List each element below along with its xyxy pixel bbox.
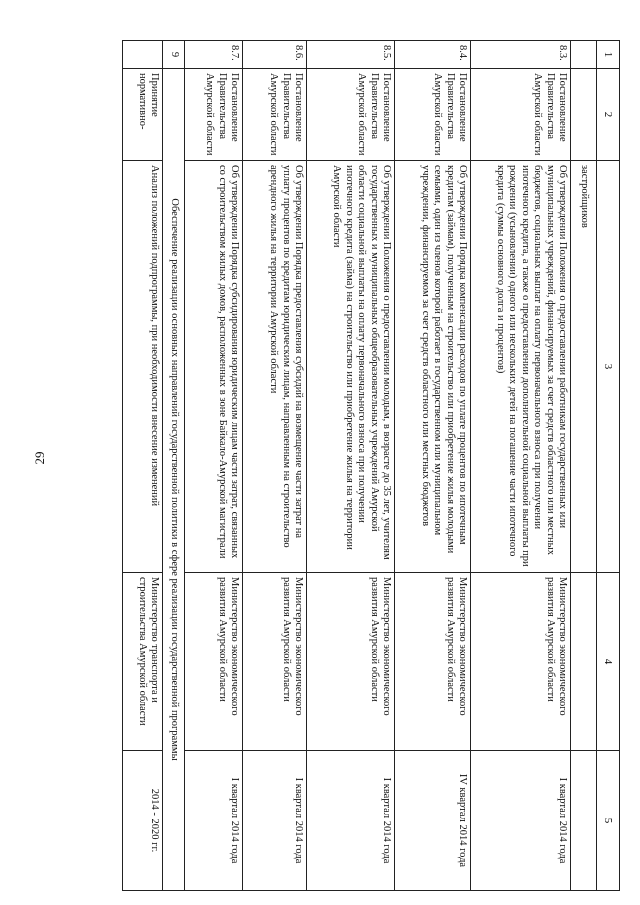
document-type: Постановление Правительства Амурской области [395,69,471,161]
column-number: 2 [597,69,620,161]
deadline: I квартал 2014 года [243,751,307,891]
deadline: 2014 - 2020 гг. [123,751,163,891]
executor: Министерство экономического развития Амурской области [243,573,307,751]
section-row [163,41,185,891]
table-row [123,41,163,891]
table-cell [571,573,597,751]
table-row [185,41,243,891]
rotated-page-content [100,40,620,890]
deadline: IV квартал 2014 года [395,751,471,891]
table-row [243,41,307,891]
table-cell [571,69,597,161]
row-number: 8.4. [395,41,471,69]
document-type: Постановление Правительства Амурской области [185,69,243,161]
deadline: I квартал 2014 года [307,751,395,891]
continuation-text: застройщиков [571,161,597,573]
deadline: I квартал 2014 года [185,751,243,891]
executor: Министерство экономического развития Амурской области [395,573,471,751]
deadline: I квартал 2014 года [471,751,571,891]
executor: Министерство экономического развития Амурской области [185,573,243,751]
executor: Министерство транспорта и строительства Амурской области [123,573,163,751]
executor: Министерство экономического развития Амурской области [471,573,571,751]
measure-title: Об утверждении Порядка предоставления субсидий на возмещение части затрат на уплату процентов по кредитам юридическим лицам, направленным на строительство арендного жилья на территории Амурской области [243,161,307,573]
measure-title: Об утверждении Порядка компенсации расходов по уплате процентов по ипотечным кредитам (займам), полученным на строительство или приобретение жилья молодыми семьями, один из членов которой работает в государственном или муниципальном учреждении, финансируемом за счет средств областного или местных бюджетов [395,161,471,573]
section-title: Обеспечение реализации основных направлений государственной политики в сфере реализации государственной программы [163,69,185,891]
document-type: Постановление Правительства Амурской области [471,69,571,161]
measure-title: Анализ положений подпрограммы, при необходимости внесение изменений [123,161,163,573]
column-number-row [597,41,620,891]
document-type: Постановление Правительства Амурской области [243,69,307,161]
executor: Министерство экономического развития Амурской области [307,573,395,751]
row-number: 8.7. [185,41,243,69]
measure-title: Об утверждении Положения о предоставлении работникам государственных или муниципальных учреждений, финансируемых за счет средств областного или местных бюджетов, социальных выплат на оплату первоначального взноса при получении ипотечного кредита, а также о предоставлении дополнительной социальной выплаты при рождении (усыновлении) одного или нескольких детей на погашение части ипотечного кредита (суммы основного долга и процентов) [471,161,571,573]
table-cell [571,41,597,69]
document-type: Постановление Правительства Амурской области [307,69,395,161]
table-row [471,41,571,891]
table-row [307,41,395,891]
row-number: 8.6. [243,41,307,69]
column-number: 5 [597,751,620,891]
measure-title: Об утверждении Положения о предоставлении молодым, в возрасте до 35 лет, учителям государственных и муниципальных общеобразовательных учреждений Амурской области социальной выплаты на оплату первоначального взноса при получении ипотечного кредита (займа) на строительство или приобретение жилья на территории Амурской области [307,161,395,573]
column-number: 4 [597,573,620,751]
table-cell [571,751,597,891]
section-number: 9 [163,41,185,69]
row-number [123,41,163,69]
document-type: Принятие нормативно- [123,69,163,161]
column-number: 1 [597,41,620,69]
table-row [395,41,471,891]
column-number: 3 [597,161,620,573]
page-number: 29 [32,451,47,465]
row-number: 8.3. [471,41,571,69]
measure-title: Об утверждении Порядка субсидирования юридическим лицам части затрат, связанных со строительством жилых домов, расположенных в зоне Байкало-Амурской магистрали [185,161,243,573]
continuation-row [571,41,597,891]
row-number: 8.5. [307,41,395,69]
program-measures-table [122,40,620,891]
